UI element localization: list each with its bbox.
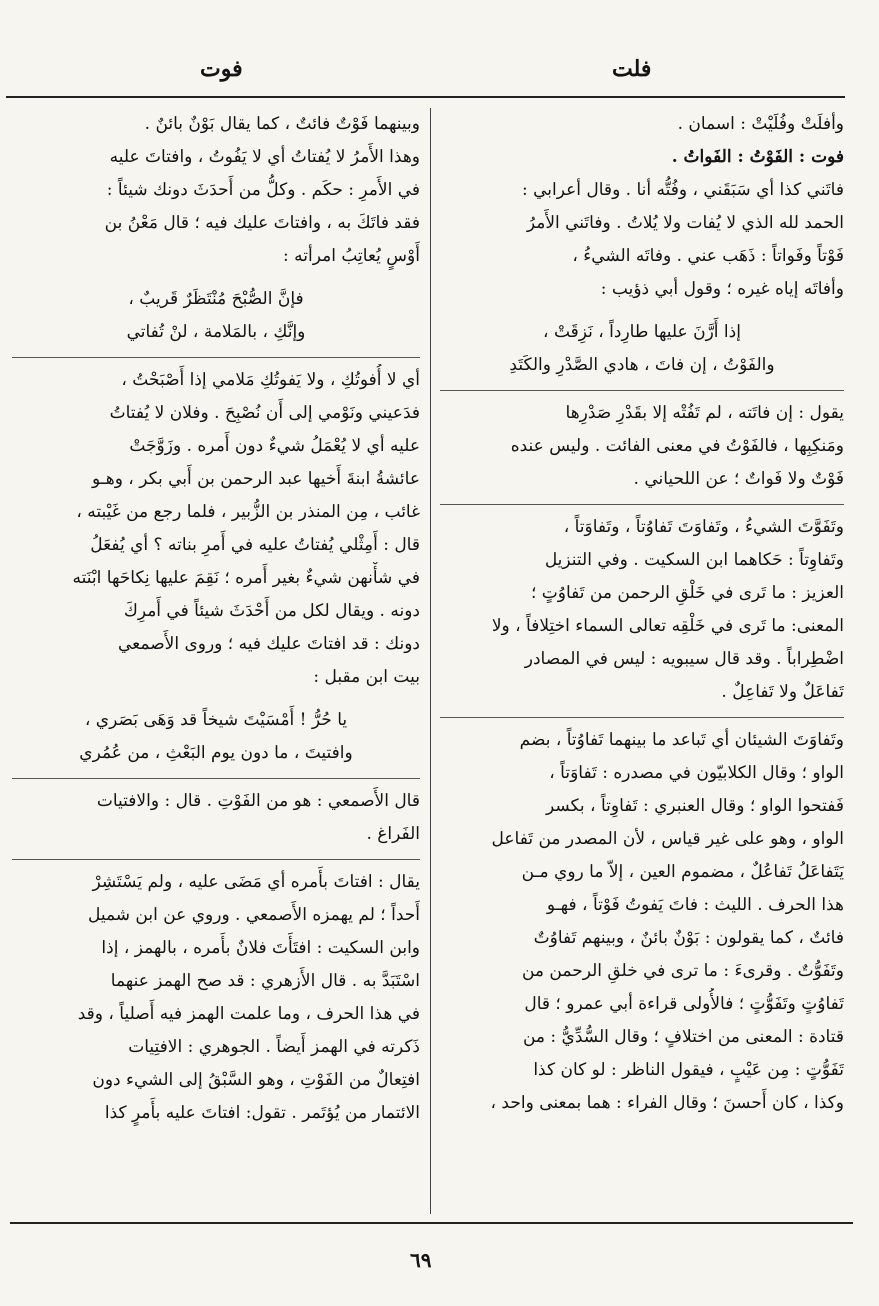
header-right-word: فلت (612, 56, 652, 82)
text-line: عائشةُ ابنةَ أَخيها عبد الرحمن بن أَبي بكر ، وهـو (91, 469, 420, 489)
text-line: افتِعالٌ من الفَوْتِ ، وهو السَّبْقُ إلى الشيء دون (92, 1070, 420, 1090)
text-line: فاتَني كذا أي سَبَقَني ، وفُتُّه أنا . وقال أعرابي : (522, 180, 844, 200)
section-divider (12, 778, 420, 779)
text-line: تَفَوُّتٍ : مِن عَيْبٍ ، فيقول الناظر : لو كان كذا (533, 1060, 844, 1080)
page-number: ٦٩ (410, 1248, 432, 1272)
text-line: دونه . ويقال لكل من أَحْدَثَ شيئاً في أَمرِكَ (123, 601, 420, 621)
bottom-rule (10, 1222, 853, 1224)
text-line: قال الأَصمعي : هو من الفَوْتِ . قال : والافتيات (96, 791, 420, 811)
text-line: وتَفَوُّتٌ . وقرىءَ : ما ترى في خلقِ الرحمن من (521, 961, 844, 981)
text-line: قتادة : المعنى من اختلافٍ ؛ وقال السُّدِّيُّ : من (522, 1027, 844, 1047)
text-line: أَحداً ؛ لم يهمزه الأَصمعي . وروي عن ابن شميل (87, 905, 420, 925)
text-line: أي لا أُفوتُكِ ، ولا يَفوتُكِ مَلامي إذا أَصْبَحْتُ ، (121, 370, 420, 390)
text-line: هذا الحرف . الليث : فاتَ يَفوتُ فَوْتاً ، فهـو (546, 895, 844, 915)
text-line: في شأْنهن شيءٌ بغير أَمره ؛ نَقِمَ عليها نِكاحَها ابْنَته (72, 568, 420, 588)
text-line: يقول : إن فاتَته ، لم تَفُتْه إلا بقَدْرِ صَدْرِها (565, 403, 844, 423)
text-line: في هذا الحرف ، وما علمت الهمز فيه أَصلياً ، وقد (77, 1004, 420, 1024)
text-line: بيت ابن مقبل : (313, 667, 420, 687)
text-line: ذَكرته في الهمز أَيضاً . الجوهري : الافتِيات (128, 1037, 420, 1057)
text-line: الواو ؛ وقال الكلابيّون في مصدره : تَفاوَتاً ، (549, 763, 844, 783)
text-line: ومَنكِبِها ، فالفَوْتُ في معنى الفائت . وليس عنده (510, 436, 844, 456)
text-line: العزيز : ما تَرى في خَلْقِ الرحمن من تَفاوُتٍ ؛ (530, 583, 844, 603)
section-divider (12, 357, 420, 358)
text-line: اسْتَبَدَّ به . قال الأَزهري : قد صح الهمز عنهما (110, 971, 420, 991)
text-line: الائتمار من يُؤتَمر . تقول: افتاتَ عليه بأَمرٍ كذا (104, 1103, 420, 1123)
section-divider (12, 859, 420, 860)
text-line: فَفتحوا الواو ؛ وقال العنبري : تَفاوِتاً ، بكسر (545, 796, 844, 816)
text-line: غائب ، مِن المنذر بن الزُّبير ، فلما رجع من غَيْبته ، (76, 502, 420, 522)
text-line: وتَفَوَّتَ الشيءُ ، وتَفاوَتَ تَفاوُتاً ، وتَفاوَتاً ، (563, 517, 844, 537)
section-divider (440, 390, 844, 391)
poem-line: وإنَّكِ ، بالمَلامة ، لنْ تُفاتي (126, 322, 306, 342)
section-divider (440, 504, 844, 505)
text-line: أَوْسٍ يُعاتِبُ امرأته : (283, 246, 420, 266)
poem-line: إذا أَرَّنَ عليها طارِداً ، نَزِقَتْ ، (543, 322, 741, 342)
poem-line: والفَوْتُ ، إن فاتَ ، هادي الصَّدْرِ والكَتَدِ (509, 355, 775, 375)
text-line: قال : أَمِثْلي يُفتاتُ عليه في أَمرِ بناته ؟ أي يُفعَلُ (90, 535, 420, 555)
text-line: وتَفاوَتَ الشيئان أي تَباعد ما بينهما تَفاوُتاً ، بضم (519, 730, 844, 750)
text-line: وأفلَتْ وفُلَيْتْ : اسمان . (677, 114, 844, 134)
column-divider (430, 108, 431, 1214)
text-line: دونك : قد افتاتَ عليك فيه ؛ وروى الأَصمعي (118, 634, 420, 654)
text-line: تَفاعَلٌ ولا تَفاعِلٌ . (721, 682, 844, 702)
text-line: يقال : افتاتَ بأَمره أي مَضَى عليه ، ولم يَسْتَشِرْ (92, 872, 420, 892)
text-line: وأفاتَه إياه غيره ؛ وقول أبي ذؤيب : (600, 279, 844, 299)
header-left-word: فوت (200, 56, 243, 82)
text-line: وبينهما فَوْتٌ فائتٌ ، كما يقال بَوْنٌ بائنٌ . (144, 114, 420, 134)
left-column (12, 108, 420, 1218)
text-line: في الأَمرِ : حكَم . وكلُّ من أَحدَثَ دونك شيئاً : (106, 180, 420, 200)
text-line: تَفاوُتٍ وتَفَوُّتٍ ؛ فالأُولى قراءة أبي عمرو ؛ قال (524, 994, 844, 1014)
text-line: اضْطِراباً . وقد قال سيبويه : ليس في المصادر (524, 649, 844, 669)
text-line: وكذا ، كان أَحسنَ ؛ وقال الفراء : هما بمعنى واحد ، (490, 1093, 844, 1113)
text-line: الواو ، وهو على غير قياس ، لأن المصدر من تَفاعل (491, 829, 844, 849)
text-line: فَوْتاً وفَواتاً : ذَهَب عني . وفاتَه الشيءُ ، (572, 246, 844, 266)
text-line: وهذا الأَمرُ لا يُفتاتُ أي لا يَفُوتُ ، وافتاتَ عليه (109, 147, 420, 167)
text-line: المعنى: ما تَرى في خَلْقِه تعالى السماء اختِلافاً ، ولا (491, 616, 844, 636)
text-line: الفَراغ . (366, 824, 420, 844)
poem-line: وافتيتَ ، ما دون يوم البَعْثِ ، من عُمُري (79, 743, 353, 763)
text-line: فقد فاتَكَ به ، وافتاتَ عليك فيه ؛ قال مَعْنُ بن (104, 213, 420, 233)
top-rule (6, 96, 845, 98)
entry-heading-line: فوت : الفَوْتُ : الفَواتُ . (671, 147, 844, 167)
text-line: عليه أي لا يُعْمَلُ شيءٌ دون أَمره . وزَوَّجَتْ (129, 436, 420, 456)
poem-line: فإنَّ الصُّبْحَ مُنْتَظَرٌ قَريبٌ ، (128, 289, 304, 309)
text-line: فَوْتٌ ولا فَواتٌ ؛ عن اللحياني . (633, 469, 844, 489)
text-line: وتَفاوِتاً : حَكاهما ابن السكيت . وفي التنزيل (544, 550, 844, 570)
text-line: الحمد لله الذي لا يُفات ولا يُلاتُ . وفاتَني الأَمرُ (526, 213, 844, 233)
poem-line: يا حُرُّ ! أَمْسَيْتَ شيخاً قد وَهَى بَصَري ، (84, 710, 348, 730)
text-line: يَتَفاعَلُ تَفاعُلٌ ، مضموم العين ، إلاّ ما روي مـن (521, 862, 844, 882)
text-line: فائتٌ ، كما يقولون : بَوْنٌ بائنٌ ، وبينهم تَفاوُتٌ (533, 928, 844, 948)
text-line: فدَعيني ونَوْمي إلى أَن نُصْبِحَ . وفلان لا يُفتاتُ (109, 403, 420, 423)
right-column (440, 108, 844, 1218)
section-divider (440, 717, 844, 718)
text-line: وابن السكيت : افتَأَتَ فلانٌ بأَمره ، بالهمز ، إذا (101, 938, 420, 958)
